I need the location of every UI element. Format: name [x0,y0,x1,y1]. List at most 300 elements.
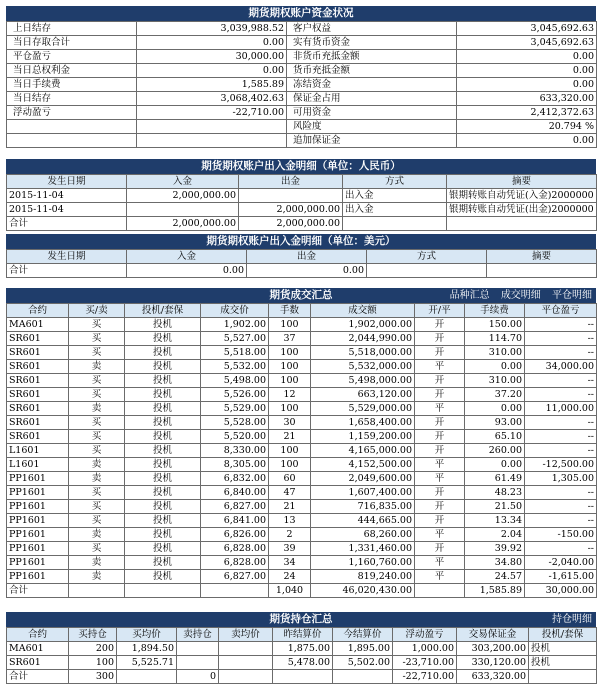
table-cell: 5,528.00 [201,416,269,430]
table-cell: 买 [69,430,125,444]
fund-status-title: 期货期权账户资金状况 [6,6,596,21]
table-cell: PP1601 [7,500,69,514]
table-cell: 卖 [69,402,125,416]
table-cell: 0.00 [127,264,247,278]
trades-title-bar [6,288,596,303]
table-cell: 合计 [7,217,127,231]
fund-label: 货币充抵金额 [287,64,457,78]
column-header: 买/卖 [69,304,125,318]
table-cell [219,656,273,670]
total-cell: 1,585.89 [465,584,525,598]
table-row [7,486,597,500]
table-cell: 卖 [69,570,125,584]
table-cell: 出入金 [343,203,447,217]
table-cell: 303,200.00 [457,642,529,656]
total-cell [201,584,269,598]
table-cell: 2,000,000.00 [127,189,239,203]
table-cell: 投机 [125,388,201,402]
table-cell: 47 [269,486,311,500]
table-cell: 260.00 [465,444,525,458]
table-cell: 68,260.00 [311,528,415,542]
fund-row [7,64,597,78]
table-cell: 100 [269,402,311,416]
table-cell: 5,498,000.00 [311,374,415,388]
table-cell [239,189,343,203]
table-cell: 6,832.00 [201,472,269,486]
table-cell: 开 [415,346,465,360]
table-cell: 100 [269,444,311,458]
table-row [7,189,597,203]
table-cell: SR601 [7,360,69,374]
total-cell [273,670,333,684]
table-cell: 819,240.00 [311,570,415,584]
table-cell: 开 [415,514,465,528]
fund-row [7,106,597,120]
total-cell: 0 [177,670,219,684]
table-cell: 投机 [125,458,201,472]
table-cell: 65.10 [465,430,525,444]
table-cell: 37.20 [465,388,525,402]
total-cell [219,670,273,684]
table-cell: 投机 [125,542,201,556]
table-cell: 21 [269,500,311,514]
table-cell: -1,615.00 [525,570,597,584]
table-cell: 投机 [125,514,201,528]
table-cell: 投机 [529,656,597,670]
table-row [7,642,597,656]
table-cell: 投机 [125,402,201,416]
table-cell: 买 [69,514,125,528]
table-row [7,217,597,231]
table-cell: 6,828.00 [201,556,269,570]
fund-value: 0.00 [457,64,597,78]
fund-label [7,134,137,148]
fund-label: 平仓盈亏 [7,50,137,64]
table-cell: 8,305.00 [201,458,269,472]
table-row [7,500,597,514]
table-cell: MA601 [7,642,69,656]
table-row [7,318,597,332]
table-cell: 1,159,200.00 [311,430,415,444]
table-cell: 投机 [125,430,201,444]
table-cell: 60 [269,472,311,486]
table-cell [219,642,273,656]
table-cell: 24.57 [465,570,525,584]
table-cell: 5,532,000.00 [311,360,415,374]
table-cell: 444,665.00 [311,514,415,528]
table-cell: 平 [415,472,465,486]
table-cell: SR601 [7,332,69,346]
table-cell: -- [525,430,597,444]
table-cell: 1,902,000.00 [311,318,415,332]
table-cell: 2015-11-04 [7,203,127,217]
table-row [7,556,597,570]
table-cell: 13.34 [465,514,525,528]
fund-value: 0.00 [457,134,597,148]
table-cell: 投机 [125,346,201,360]
fund-row [7,134,597,148]
table-cell: 5,478.00 [273,656,333,670]
table-cell: 买 [69,332,125,346]
table-cell: 1,894.50 [117,642,177,656]
table-cell: PP1601 [7,528,69,542]
table-cell: 6,827.00 [201,500,269,514]
table-cell: 5,526.00 [201,388,269,402]
fund-label: 上日结存 [7,22,137,36]
total-cell [529,670,597,684]
positions-section [6,612,596,684]
header-row [7,628,597,642]
table-cell: 5,520.00 [201,430,269,444]
total-cell [117,670,177,684]
column-header: 开/平 [415,304,465,318]
fund-value: 0.00 [137,64,287,78]
column-header: 手数 [269,304,311,318]
fund-label: 当日结存 [7,92,137,106]
table-cell: 48.23 [465,486,525,500]
column-header: 投机/套保 [529,628,597,642]
table-cell: 投机 [125,416,201,430]
positions-title-bar [6,612,596,627]
table-cell: -- [525,374,597,388]
table-cell: 0.00 [465,458,525,472]
fund-value: 0.00 [137,36,287,50]
header-row [7,304,597,318]
column-header: 成交额 [311,304,415,318]
fund-label: 当日手续费 [7,78,137,92]
table-cell: 5,532.00 [201,360,269,374]
table-cell: 开 [415,500,465,514]
table-cell: 投机 [125,472,201,486]
table-cell: 5,502.00 [333,656,393,670]
table-cell: -- [525,388,597,402]
trades-section [6,288,596,598]
header-row [7,175,597,189]
table-cell: 100 [269,458,311,472]
table-cell: -2,040.00 [525,556,597,570]
table-cell: SR601 [7,416,69,430]
table-cell: 开 [415,444,465,458]
table-cell: 61.49 [465,472,525,486]
link-close-details[interactable]: 平仓明细 [552,290,592,301]
table-row [7,430,597,444]
table-cell: 平 [415,402,465,416]
table-cell: SR601 [7,388,69,402]
table-cell: PP1601 [7,542,69,556]
table-row [7,514,597,528]
table-cell: 开 [415,318,465,332]
table-row [7,416,597,430]
table-cell: 93.00 [465,416,525,430]
table-cell: 平 [415,458,465,472]
table-cell: 开 [415,332,465,346]
table-cell: 买 [69,486,125,500]
table-row [7,570,597,584]
table-cell: SR601 [7,656,69,670]
total-row [7,670,597,684]
usd-cashflow-title: 期货期权账户出入金明细（单位：美元） [6,234,596,249]
column-header: 卖持仓 [177,628,219,642]
fund-label: 可用资金 [287,106,457,120]
column-header: 平仓盈亏 [525,304,597,318]
table-cell: 2 [269,528,311,542]
table-cell: 买 [69,388,125,402]
table-cell: -150.00 [525,528,597,542]
fund-status-section [6,6,596,148]
total-cell: 合计 [7,670,69,684]
table-cell: -- [525,514,597,528]
column-header: 合约 [7,628,69,642]
table-cell: 8,330.00 [201,444,269,458]
positions-table [6,627,597,684]
table-cell: PP1601 [7,570,69,584]
table-cell: 21.50 [465,500,525,514]
table-cell: -- [525,318,597,332]
table-cell: 卖 [69,458,125,472]
fund-value: 1,585.89 [137,78,287,92]
table-cell: 39 [269,542,311,556]
table-cell: -- [525,500,597,514]
fund-label: 保证金占用 [287,92,457,106]
fund-row [7,78,597,92]
table-row [7,402,597,416]
table-cell: 24 [269,570,311,584]
table-cell: L1601 [7,458,69,472]
table-cell: 6,826.00 [201,528,269,542]
table-cell: 6,841.00 [201,514,269,528]
table-cell: 34.80 [465,556,525,570]
table-row [7,542,597,556]
table-cell: 100 [269,360,311,374]
table-row [7,388,597,402]
total-cell [69,584,125,598]
table-row [7,472,597,486]
table-cell: 买 [69,416,125,430]
fund-label: 实有货币资金 [287,36,457,50]
positions-title: 期货持仓汇总 [269,613,333,625]
fund-label: 非货币充抵金额 [287,50,457,64]
fund-value: 2,412,372.63 [457,106,597,120]
table-cell: SR601 [7,430,69,444]
table-cell: 投机 [125,318,201,332]
total-cell: 633,320.00 [457,670,529,684]
fund-value: 3,045,692.63 [457,22,597,36]
table-cell: 6,840.00 [201,486,269,500]
fund-status-table [6,21,597,148]
table-cell: 12 [269,388,311,402]
table-cell: 开 [415,416,465,430]
usd-cashflow-section [6,234,596,278]
column-header: 发生日期 [7,250,127,264]
fund-row [7,92,597,106]
column-header: 摘要 [447,175,597,189]
table-cell: 5,498.00 [201,374,269,388]
table-cell: 2,000,000.00 [239,203,343,217]
table-cell: 100 [269,346,311,360]
table-cell: 2,049,600.00 [311,472,415,486]
table-cell: 1,607,400.00 [311,486,415,500]
table-cell: -- [525,346,597,360]
table-cell: 投机 [125,444,201,458]
fund-label: 当日总权利金 [7,64,137,78]
table-cell: -- [525,332,597,346]
header-row [7,250,597,264]
rmb-cashflow-title: 期货期权账户出入金明细（单位：人民币） [6,159,596,174]
table-cell: 4,165,000.00 [311,444,415,458]
table-row [7,374,597,388]
fund-value: 633,320.00 [457,92,597,106]
table-cell: 投机 [125,374,201,388]
table-cell: -12,500.00 [525,458,597,472]
table-cell: 114.70 [465,332,525,346]
table-cell: 34 [269,556,311,570]
table-row [7,346,597,360]
table-row [7,656,597,670]
table-cell: 0.00 [465,402,525,416]
table-cell: 34,000.00 [525,360,597,374]
column-header: 交易保证金 [457,628,529,642]
total-cell: 30,000.00 [525,584,597,598]
column-header: 成交价 [201,304,269,318]
table-cell: 1,160,760.00 [311,556,415,570]
fund-value: 0.00 [457,78,597,92]
table-cell: 卖 [69,472,125,486]
fund-value [137,134,287,148]
column-header: 发生日期 [7,175,127,189]
link-variety-summary[interactable]: 品种汇总 [449,290,490,301]
fund-label: 客户权益 [287,22,457,36]
table-cell: 投机 [125,332,201,346]
link-trade-details[interactable]: 成交明细 [500,290,541,301]
column-header: 出金 [247,250,367,264]
table-row [7,444,597,458]
total-cell: -22,710.00 [393,670,457,684]
table-cell: 卖 [69,556,125,570]
table-cell: 2015-11-04 [7,189,127,203]
table-cell: 投机 [125,500,201,514]
table-cell: 310.00 [465,346,525,360]
table-cell: 投机 [125,486,201,500]
fund-row [7,22,597,36]
rmb-cashflow-table [6,174,597,231]
table-cell: 投机 [125,360,201,374]
fund-value: 30,000.00 [137,50,287,64]
table-cell [177,642,219,656]
table-cell: 39.92 [465,542,525,556]
usd-cashflow-table [6,249,597,278]
table-cell: -- [525,416,597,430]
table-row [7,332,597,346]
fund-label: 浮动盈亏 [7,106,137,120]
table-cell: 2.04 [465,528,525,542]
fund-value: 0.00 [457,50,597,64]
table-cell: 投机 [529,642,597,656]
table-cell: 平 [415,556,465,570]
table-cell: 0.00 [247,264,367,278]
column-header: 出金 [239,175,343,189]
table-cell: MA601 [7,318,69,332]
table-cell: 卖 [69,528,125,542]
table-cell: 银期转账自动凭证(出金)2000000 [447,203,597,217]
table-cell: 4,152,500.00 [311,458,415,472]
table-row [7,528,597,542]
fund-row [7,36,597,50]
table-cell: 5,525.71 [117,656,177,670]
table-cell: 2,000,000.00 [127,217,239,231]
table-cell: 2,000,000.00 [239,217,343,231]
table-cell: 开 [415,430,465,444]
table-cell: 1,902.00 [201,318,269,332]
column-header: 合约 [7,304,69,318]
table-cell: 出入金 [343,189,447,203]
link-position-details[interactable]: 持仓明细 [552,614,592,625]
table-cell: 5,518.00 [201,346,269,360]
table-cell: -- [525,542,597,556]
column-header: 摘要 [487,250,597,264]
table-cell: 买 [69,374,125,388]
rmb-cashflow-section [6,159,596,231]
fund-value: 20.794 % [457,120,597,134]
column-header: 入金 [127,250,247,264]
table-row [7,360,597,374]
table-cell: 100 [269,318,311,332]
table-cell [367,264,487,278]
table-cell: 6,828.00 [201,542,269,556]
column-header: 投机/套保 [125,304,201,318]
table-cell: 开 [415,542,465,556]
table-cell: 银期转账自动凭证(入金)2000000 [447,189,597,203]
table-cell: 开 [415,486,465,500]
column-header: 卖均价 [219,628,273,642]
table-cell: 卖 [69,360,125,374]
column-header: 昨结算价 [273,628,333,642]
table-cell: 1,305.00 [525,472,597,486]
table-cell: 21 [269,430,311,444]
table-cell: 5,529,000.00 [311,402,415,416]
trades-table [6,303,597,598]
table-cell: 1,875.00 [273,642,333,656]
table-cell: SR601 [7,374,69,388]
fund-label [7,120,137,134]
table-cell: -- [525,444,597,458]
fund-row [7,120,597,134]
table-cell: 150.00 [465,318,525,332]
fund-label: 冻结资金 [287,78,457,92]
table-cell: 200 [69,642,117,656]
table-cell: 1,658,400.00 [311,416,415,430]
table-cell: 1,000.00 [393,642,457,656]
table-cell: 100 [69,656,117,670]
table-cell: -- [525,486,597,500]
table-cell: 11,000.00 [525,402,597,416]
table-cell: 投机 [125,528,201,542]
column-header: 方式 [367,250,487,264]
table-row [7,264,597,278]
table-cell: PP1601 [7,486,69,500]
column-header: 入金 [127,175,239,189]
table-cell: 平 [415,360,465,374]
table-cell: 100 [269,374,311,388]
table-cell: 37 [269,332,311,346]
table-cell: 716,835.00 [311,500,415,514]
fund-label: 追加保证金 [287,134,457,148]
table-cell: PP1601 [7,472,69,486]
table-cell: 买 [69,346,125,360]
fund-value: 3,068,402.63 [137,92,287,106]
column-header: 手续费 [465,304,525,318]
total-cell: 合计 [7,584,69,598]
column-header: 买均价 [117,628,177,642]
